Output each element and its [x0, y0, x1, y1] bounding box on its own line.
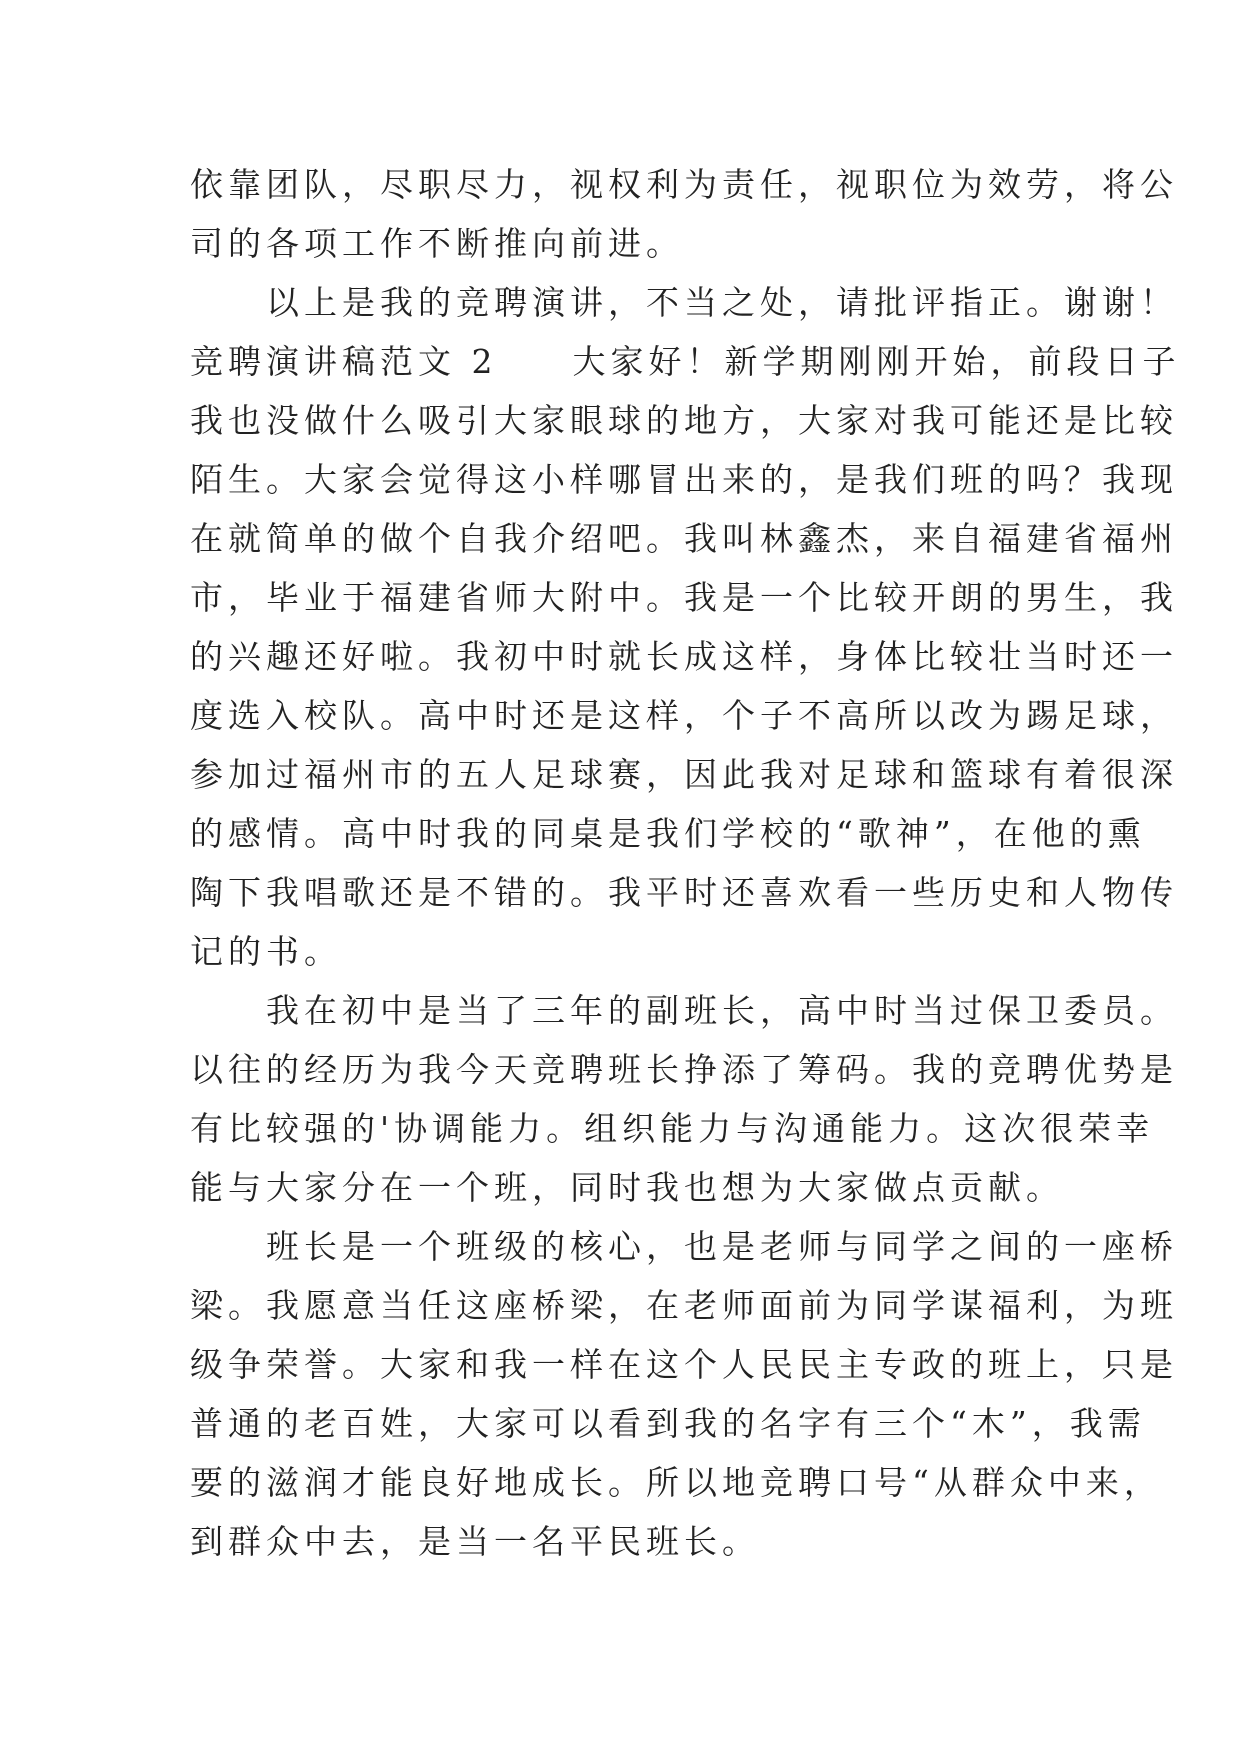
text-line: 我也没做什么吸引大家眼球的地方，大家对我可能还是比较	[190, 401, 1178, 440]
text-line: 度选入校队。高中时还是这样，个子不高所以改为踢足球，	[190, 696, 1178, 735]
text-line: 到群众中去，是当一名平民班长。	[190, 1522, 760, 1561]
document-body	[190, 155, 1181, 1571]
text-line: 参加过福州市的五人足球赛，因此我对足球和篮球有着很深	[190, 755, 1178, 794]
text-line: 陌生。大家会觉得这小样哪冒出来的，是我们班的吗？我现	[190, 460, 1178, 499]
text-line: 班长是一个班级的核心，也是老师与同学之间的一座桥	[266, 1227, 1178, 1266]
text-line: 的感情。高中时我的同桌是我们学校的“歌神”，在他的熏	[190, 814, 1146, 853]
text-line: 依靠团队，尽职尽力，视权利为责任，视职位为效劳，将公	[190, 165, 1178, 204]
text-line: 以上是我的竞聘演讲，不当之处，请批评指正。谢谢！	[266, 283, 1178, 322]
section-heading: 竞聘演讲稿范文 2	[190, 342, 498, 381]
text-line: 要的滋润才能良好地成长。所以地竞聘口号“从群众中来，	[190, 1463, 1162, 1502]
heading-line	[190, 332, 1181, 391]
text-line: 能与大家分在一个班，同时我也想为大家做点贡献。	[190, 1168, 1064, 1207]
greeting-text: 大家好！新学期刚刚开始，前段日子	[572, 342, 1181, 381]
text-line: 陶下我唱歌还是不错的。我平时还喜欢看一些历史和人物传	[190, 873, 1178, 912]
text-line: 记的书。	[190, 932, 342, 971]
text-line: 梁。我愿意当任这座桥梁，在老师面前为同学谋福利，为班	[190, 1286, 1178, 1325]
text-line: 我在初中是当了三年的副班长，高中时当过保卫委员。	[266, 991, 1178, 1030]
text-line: 有比较强的'协调能力。组织能力与沟通能力。这次很荣幸	[190, 1109, 1155, 1148]
text-line: 市，毕业于福建省师大附中。我是一个比较开朗的男生，我	[190, 578, 1178, 617]
text-line: 级争荣誉。大家和我一样在这个人民民主专政的班上，只是	[190, 1345, 1178, 1384]
text-line: 司的各项工作不断推向前进。	[190, 224, 684, 263]
text-line: 普通的老百姓，大家可以看到我的名字有三个“木”，我需	[190, 1404, 1146, 1443]
text-line: 的兴趣还好啦。我初中时就长成这样，身体比较壮当时还一	[190, 637, 1178, 676]
text-line: 以往的经历为我今天竞聘班长挣添了筹码。我的竞聘优势是	[190, 1050, 1178, 1089]
text-line: 在就简单的做个自我介绍吧。我叫林鑫杰，来自福建省福州	[190, 519, 1178, 558]
